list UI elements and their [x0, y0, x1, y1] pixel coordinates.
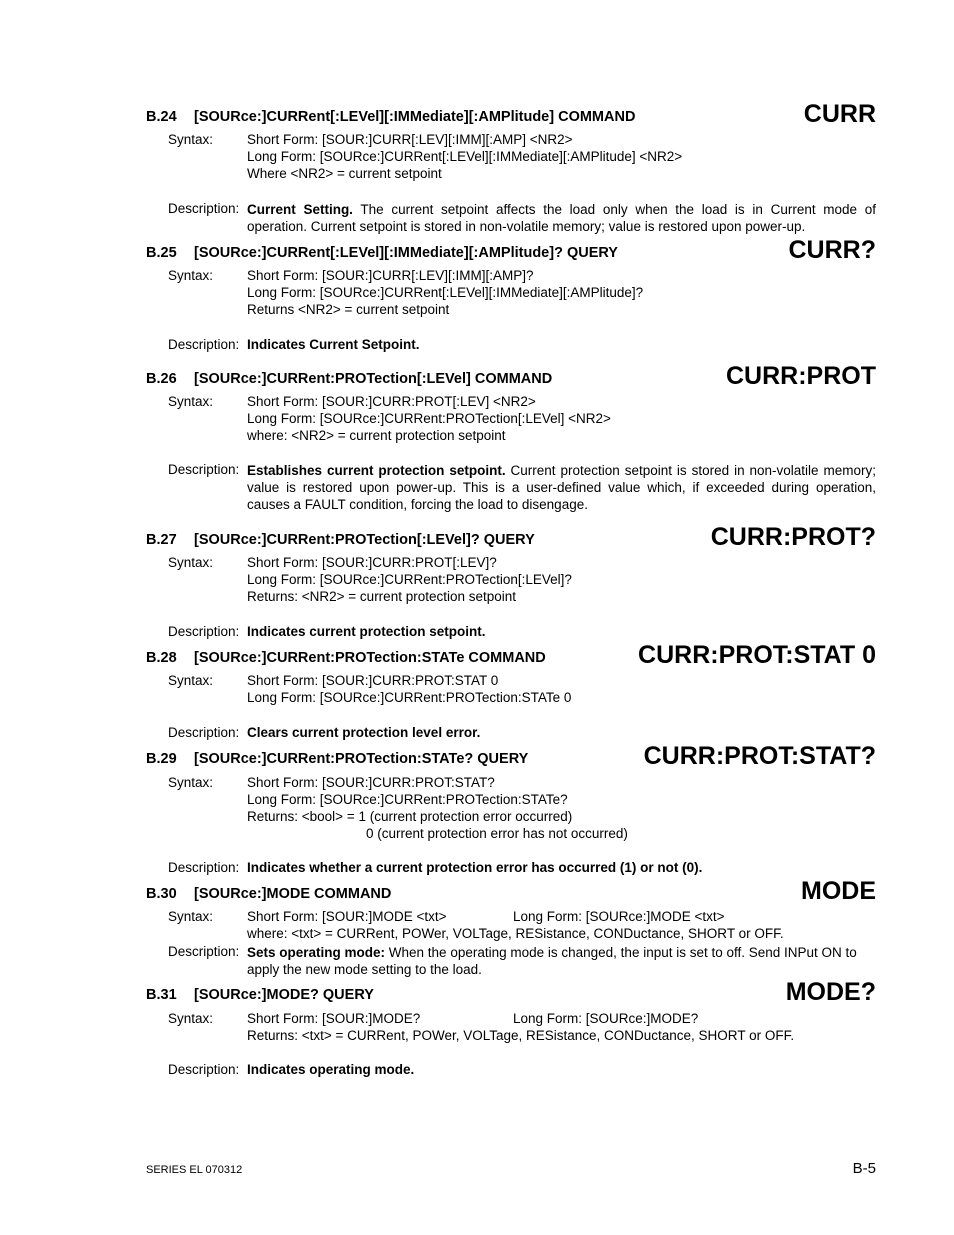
- short-form: Short Form: [SOUR:]CURR[:LEV][:IMM][:AMP] <NR2>: [247, 132, 573, 147]
- returns-clause: Returns: <bool> = 1 (current protection error occurred): [247, 809, 573, 824]
- section-b26: [146, 362, 876, 522]
- description-label: Description:: [168, 624, 240, 639]
- short-command-label: CURR:PROT:STAT?: [643, 742, 876, 770]
- description-body: Current protection setpoint is stored in non-volatile memory; value is restored upon power-up. This is a user-defined value which, if exceeded during operation, causes a FAULT condition, forcing the load to disengage.: [247, 463, 877, 512]
- section-title: [SOURce:]CURRent[:LEVel][:IMMediate][:AMPlitude]? QUERY: [194, 245, 618, 261]
- short-command-label: MODE?: [785, 978, 876, 1006]
- long-form: Long Form: [SOURce:]CURRent:PROTection:STATe 0: [247, 690, 572, 705]
- section-title: [SOURce:]MODE? QUERY: [194, 987, 374, 1003]
- section-b29: [146, 743, 876, 878]
- section-b24: [146, 100, 876, 235]
- syntax-label: Syntax:: [168, 1011, 214, 1026]
- section-b28: [146, 642, 876, 742]
- section-title: [SOURce:]CURRent[:LEVel][:IMMediate][:AMPlitude] COMMAND: [194, 109, 636, 125]
- where-clause: where: <txt> = CURRent, POWer, VOLTage, RESistance, CONDuctance, SHORT or OFF.: [247, 926, 784, 941]
- section-title: [SOURce:]CURRent:PROTection[:LEVel] COMMAND: [194, 371, 553, 387]
- syntax-label: Syntax:: [168, 775, 214, 790]
- description-label: Description:: [168, 944, 240, 959]
- section-b27: [146, 523, 876, 643]
- section-heading: [146, 987, 374, 1003]
- short-form: Short Form: [SOUR:]CURR:PROT[:LEV]?: [247, 555, 497, 570]
- long-form: Long Form: [SOURce:]CURRent[:LEVel][:IMMediate][:AMPlitude] <NR2>: [247, 149, 683, 164]
- description-label: Description:: [168, 337, 240, 352]
- section-number: B.31: [146, 987, 177, 1003]
- section-heading: [146, 245, 618, 261]
- short-command-label: MODE: [801, 877, 876, 905]
- description-text: [247, 201, 876, 235]
- syntax-label: Syntax:: [168, 394, 214, 409]
- long-form: Long Form: [SOURce:]MODE <txt>: [513, 909, 725, 924]
- section-number: B.30: [146, 886, 177, 902]
- page-number: B-5: [852, 1160, 876, 1177]
- syntax-label: Syntax:: [168, 268, 214, 283]
- section-heading: [146, 650, 546, 666]
- returns-clause: Returns: <txt> = CURRent, POWer, VOLTage, RESistance, CONDuctance, SHORT or OFF.: [247, 1028, 795, 1043]
- long-form: Long Form: [SOURce:]CURRent:PROTection[:LEVel] <NR2>: [247, 411, 611, 426]
- description-text: [247, 944, 876, 978]
- description-body: When the operating mode is changed, the input is set to off. Send INPut ON to apply the new mode setting to the load.: [247, 945, 857, 977]
- syntax-label: Syntax:: [168, 673, 214, 688]
- description-body: The current setpoint affects the load only when the load is in Current mode of operation. Current setpoint is stored in non-volatile memory; value is restored upon power-up.: [247, 202, 876, 234]
- section-number: B.27: [146, 532, 177, 548]
- short-form: Short Form: [SOUR:]MODE?: [247, 1011, 421, 1026]
- description-label: Description:: [168, 462, 240, 477]
- long-form: Long Form: [SOURce:]MODE?: [513, 1011, 699, 1026]
- section-number: B.28: [146, 650, 177, 666]
- description-bold: Current Setting.: [247, 202, 353, 217]
- returns-clause: Returns: <NR2> = current protection setpoint: [247, 589, 517, 604]
- syntax-label: Syntax:: [168, 555, 214, 570]
- short-command-label: CURR: [803, 100, 876, 128]
- section-title: [SOURce:]CURRent:PROTection[:LEVel]? QUERY: [194, 532, 535, 548]
- section-heading: [146, 751, 528, 767]
- short-command-label: CURR?: [788, 236, 876, 264]
- section-number: B.24: [146, 109, 177, 125]
- section-heading: [146, 109, 635, 125]
- short-form: Short Form: [SOUR:]CURR:PROT:STAT?: [247, 775, 495, 790]
- description-bold: Indicates whether a current protection error has occurred (1) or not (0).: [247, 860, 703, 875]
- long-form: Long Form: [SOURce:]CURRent:PROTection[:LEVel]?: [247, 572, 572, 587]
- description-bold: Clears current protection level error.: [247, 725, 481, 740]
- description-bold: Establishes current protection setpoint.: [247, 463, 506, 478]
- where-clause: where: <NR2> = current protection setpoint: [247, 428, 506, 443]
- short-form: Short Form: [SOUR:]CURR[:LEV][:IMM][:AMP]?: [247, 268, 534, 283]
- section-heading: [146, 886, 391, 902]
- short-form: Short Form: [SOUR:]CURR:PROT[:LEV] <NR2>: [247, 394, 536, 409]
- section-number: B.26: [146, 371, 177, 387]
- short-command-label: CURR:PROT:STAT 0: [638, 641, 876, 669]
- section-number: B.29: [146, 751, 177, 767]
- where-clause: Where <NR2> = current setpoint: [247, 166, 442, 181]
- description-label: Description:: [168, 1062, 240, 1077]
- short-form: Short Form: [SOUR:]CURR:PROT:STAT 0: [247, 673, 499, 688]
- description-bold: Indicates current protection setpoint.: [247, 624, 486, 639]
- description-label: Description:: [168, 201, 240, 216]
- returns-clause-continued: 0 (current protection error has not occurred): [366, 826, 628, 841]
- section-number: B.25: [146, 245, 177, 261]
- description-label: Description:: [168, 725, 240, 740]
- section-b30: [146, 878, 876, 978]
- description-bold: Sets operating mode:: [247, 945, 386, 960]
- section-b25: [146, 236, 876, 356]
- section-title: [SOURce:]CURRent:PROTection:STATe COMMAND: [194, 650, 546, 666]
- section-b31: [146, 979, 876, 1079]
- section-heading: [146, 371, 552, 387]
- short-form: Short Form: [SOUR:]MODE <txt>: [247, 909, 447, 924]
- short-command-label: CURR:PROT: [726, 362, 876, 390]
- returns-clause: Returns <NR2> = current setpoint: [247, 302, 450, 317]
- short-command-label: CURR:PROT?: [710, 523, 876, 551]
- description-bold: Indicates Current Setpoint.: [247, 337, 420, 352]
- long-form: Long Form: [SOURce:]CURRent:PROTection:STATe?: [247, 792, 568, 807]
- section-heading: [146, 532, 535, 548]
- section-title: [SOURce:]CURRent:PROTection:STATe? QUERY: [194, 751, 529, 767]
- description-label: Description:: [168, 860, 240, 875]
- syntax-label: Syntax:: [168, 909, 214, 924]
- description-text: [247, 462, 876, 513]
- footer-series-label: SERIES EL 070312: [146, 1164, 243, 1176]
- syntax-label: Syntax:: [168, 132, 214, 147]
- section-title: [SOURce:]MODE COMMAND: [194, 886, 392, 902]
- long-form: Long Form: [SOURce:]CURRent[:LEVel][:IMMediate][:AMPlitude]?: [247, 285, 644, 300]
- description-bold: Indicates operating mode.: [247, 1062, 415, 1077]
